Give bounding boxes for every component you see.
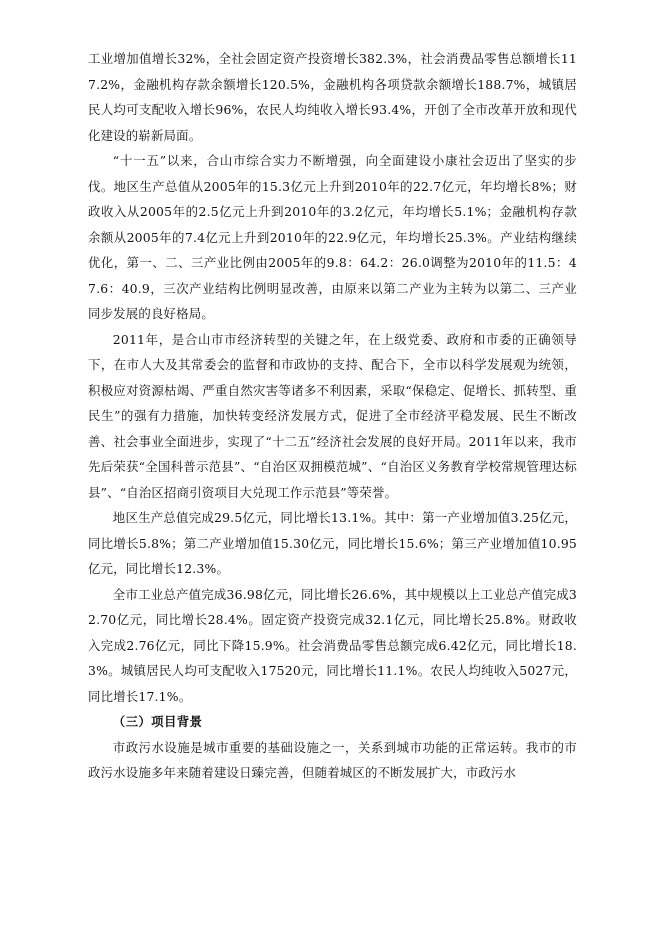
paragraph-2011-overview: 2011年，是合山市市经济转型的关键之年，在上级党委、政府和市委的正确领导下，在市人大及其常委会的监督和市政协的支持、配合下，全市以科学发展观为统领，积极应对资源枯竭、严重自然灾害等诸多不利因素，采取“保稳定、促增长、抓转型、重民生”的强有力措施，加快转变经济发展方式，促进了全市经济平稳发展、民生不断改善、社会事业全面进步，实现了“十二五”经济社会发展的良好开局。2011年以来，我市先后荣获“全国科普示范县”、“自治区双拥模范城”、“自治区义务教育学校常规管理达标县”、“自治区招商引资项目大兑现工作示范县”等荣誉。 xyxy=(88,331,577,500)
paragraph-sewage-facilities: 市政污水设施是城市重要的基础设施之一，关系到城市功能的正常运转。我市的市政污水设施多年来随着建设日臻完善，但随着城区的不断发展扩大，市政污水 xyxy=(88,739,577,780)
document-body xyxy=(88,46,577,786)
paragraph-growth-summary: 工业增加值增长32%，全社会固定资产投资增长382.3%，社会消费品零售总额增长117.2%，金融机构存款余额增长120.5%，金融机构各项贷款余额增长188.7%，城镇居民人均可支配收入增长96%，农民人均纯收入增长93.4%，开创了全市改革开放和现代化建设的崭新局面。 xyxy=(88,51,577,143)
paragraph-gdp-2011: 地区生产总值完成29.5亿元，同比增长13.1%。其中：第一产业增加值3.25亿元，同比增长5.8%；第二产业增加值15.30亿元，同比增长15.6%；第三产业增加值10.95亿元，同比增长12.3%。 xyxy=(88,510,577,576)
section-heading-project-background: （三）项目背景 xyxy=(112,714,203,729)
paragraph-industry-2011: 全市工业总产值完成36.98亿元，同比增长26.6%，其中规模以上工业总产值完成32.70亿元，同比增长28.4%。固定资产投资完成32.1亿元，同比增长25.8%。财政收入完成2.76亿元，同比下降15.9%。社会消费品零售总额完成6.42亿元，同比增长18.3%。城镇居民人均可支配收入17520元，同比增长11.1%。农民人均纯收入5027元，同比增长17.1%。 xyxy=(88,586,577,704)
paragraph-eleventh-five-year: “十一五”以来，合山市综合实力不断增强，向全面建设小康社会迈出了坚实的步伐。地区生产总值从2005年的15.3亿元上升到2010年的22.7亿元，年均增长8%；财政收入从2005年的2.5亿元上升到2010年的3.2亿元，年均增长5.1%；金融机构存款余额从2005年的7.4亿元上升到2010年的22.9亿元，年均增长25.3%。产业结构继续优化，第一、二、三产业比例由2005年的9.8：64.2：26.0调整为2010年的11.5：47.6：40.9，三次产业结构比例明显改善，由原来以第二产业为主转为以第二、三产业同步发展的良好格局。 xyxy=(88,153,577,321)
